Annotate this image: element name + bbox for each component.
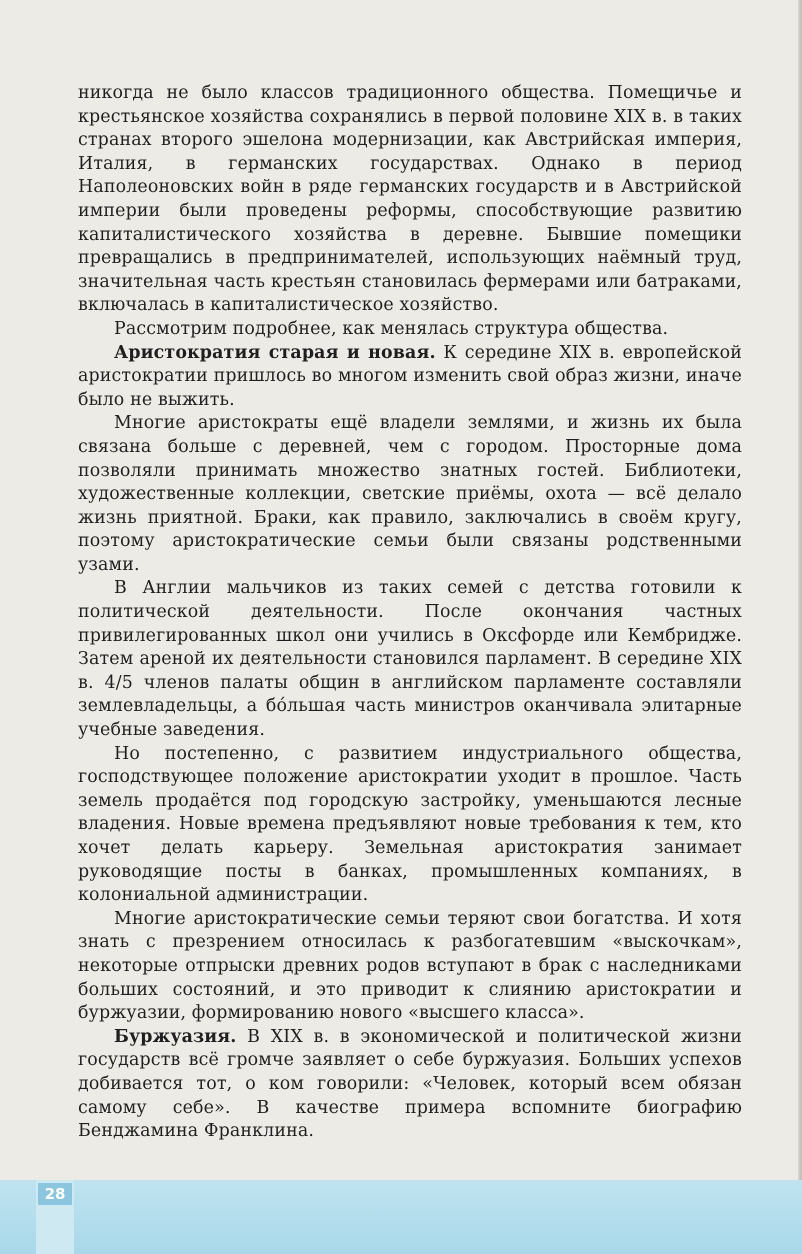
paragraph-6: Но постепенно, с развитием индустриального общества, господствующее положение аристократии уходит в прошлое. Часть земель продаётся под городскую застройку, уменьшаются лесные владения. Новые времена предъявляют новые требования к тем, кто хочет делать карьеру. Земельная аристократия занимает руководящие посты в банках, промышленных компаниях, в колониальной администрации. bbox=[78, 743, 742, 906]
footer-band bbox=[0, 1180, 802, 1254]
page-number: 28 bbox=[38, 1183, 72, 1205]
section-heading-aristocracy: Аристократия старая и новая. bbox=[114, 342, 436, 363]
paragraph-7: Многие аристократические семьи теряют свои богатства. И хотя знать с презрением относилась к разбогатевшим «выскочкам», некоторые отпрыски древних родов вступают в брак с наследниками больших состояний, и это приводит к слиянию аристократии и буржуазии, формированию нового «высшего класса». bbox=[78, 908, 742, 1024]
paragraph-bourgeoisie: Буржуазия. В XIX в. в экономической и политической жизни государств всё громче заявляет о себе буржуазия. Больших успехов добивается тот, о ком говорили: «Человек, который всем обязан самому себе». В качестве примера вспомните биографию Бенджамина Франклина. bbox=[78, 1026, 742, 1142]
paragraph-1: никогда не было классов традиционного общества. Помещичье и крестьянское хозяйства сохранялись в первой половине XIX в. в таких странах второго эшелона модернизации, как Австрийская империя, Италия, в германских государствах. Однако в период Наполеоновских войн в ряде германских государств и в Австрийской империи были проведены реформы, способствующие развитию капиталистического хозяйства в деревне. Бывшие помещики превращались в предпринимателей, использующих наёмный труд, значительная часть крестьян становилась фермерами или батраками, включалась в капиталистическое хозяйство. bbox=[78, 83, 742, 316]
section-heading-bourgeoisie: Буржуазия. bbox=[114, 1026, 237, 1047]
paragraph-2: Рассмотрим подробнее, как менялась структура общества. bbox=[114, 318, 669, 339]
paragraph-5: В Англии мальчиков из таких семей с детства готовили к политической деятельности. После окончания частных привилегированных школ они учились в Оксфорде или Кембридже. Затем ареной их деятельности становился парламент. В середине XIX в. 4/5 членов палаты общин в английском парламенте составляли землевладельцы, а бо́льшая часть министров оканчивала элитарные учебные заведения. bbox=[78, 578, 742, 741]
text-block bbox=[78, 82, 742, 1144]
paragraph-4: Многие аристократы ещё владели землями, и жизнь их была связана больше с деревней, чем с городом. Просторные дома позволяли принимать множество знатных гостей. Библиотеки, художественные коллекции, светские приёмы, охота — всё делало жизнь приятной. Браки, как правило, заключались в своём кругу, поэтому аристократические семьи были связаны родственными узами. bbox=[78, 413, 742, 575]
paragraph-aristocracy: Аристократия старая и новая. К середине XIX в. европейской аристократии пришлось во многом изменить свой образ жизни, иначе было не выжить. bbox=[78, 342, 743, 410]
page-edge bbox=[798, 0, 802, 1254]
